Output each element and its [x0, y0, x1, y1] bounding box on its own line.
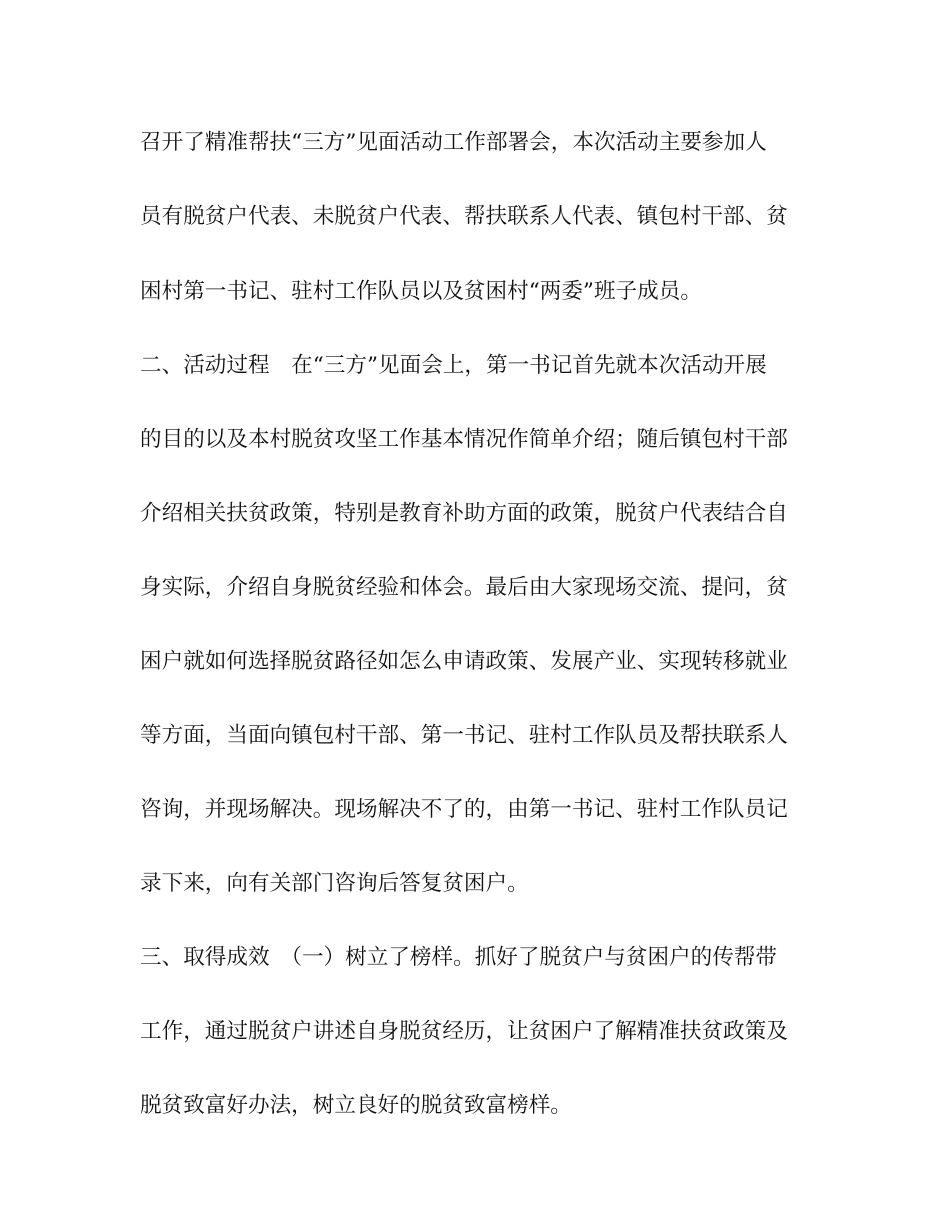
text-line: 工作，通过脱贫户讲述自身脱贫经历，让贫困户了解精准扶贫政策及	[140, 1019, 788, 1044]
text-line: 的目的以及本村脱贫攻坚工作基本情况作简单介绍；随后镇包村干部	[140, 427, 788, 452]
section-heading-line: 二、活动过程 在“三方”见面会上，第一书记首先就本次活动开展	[140, 353, 767, 378]
section-heading-line: 三、取得成效 （一）树立了榜样。抓好了脱贫户与贫困户的传帮带	[140, 945, 778, 970]
text-line: 等方面，当面向镇包村干部、第一书记、驻村工作队员及帮扶联系人	[140, 723, 788, 748]
text-line: 咨询，并现场解决。现场解决不了的，由第一书记、驻村工作队员记	[140, 797, 788, 822]
text-line: 脱贫致富好办法，树立良好的脱贫致富榜样。	[140, 1093, 572, 1118]
text-line: 员有脱贫户代表、未脱贫户代表、帮扶联系人代表、镇包村干部、贫	[140, 204, 788, 229]
text-line: 召开了精准帮扶“三方”见面活动工作部署会，本次活动主要参加人	[140, 130, 767, 155]
text-line: 介绍相关扶贫政策，特别是教育补助方面的政策，脱贫户代表结合自	[140, 501, 788, 526]
text-line: 困村第一书记、驻村工作队员以及贫困村“两委”班子成员。	[140, 279, 702, 304]
text-line: 困户就如何选择脱贫路径如怎么申请政策、发展产业、实现转移就业	[140, 649, 788, 674]
text-line: 录下来，向有关部门咨询后答复贫困户。	[140, 871, 529, 896]
text-line: 身实际，介绍自身脱贫经验和体会。最后由大家现场交流、提问，贫	[140, 575, 788, 600]
